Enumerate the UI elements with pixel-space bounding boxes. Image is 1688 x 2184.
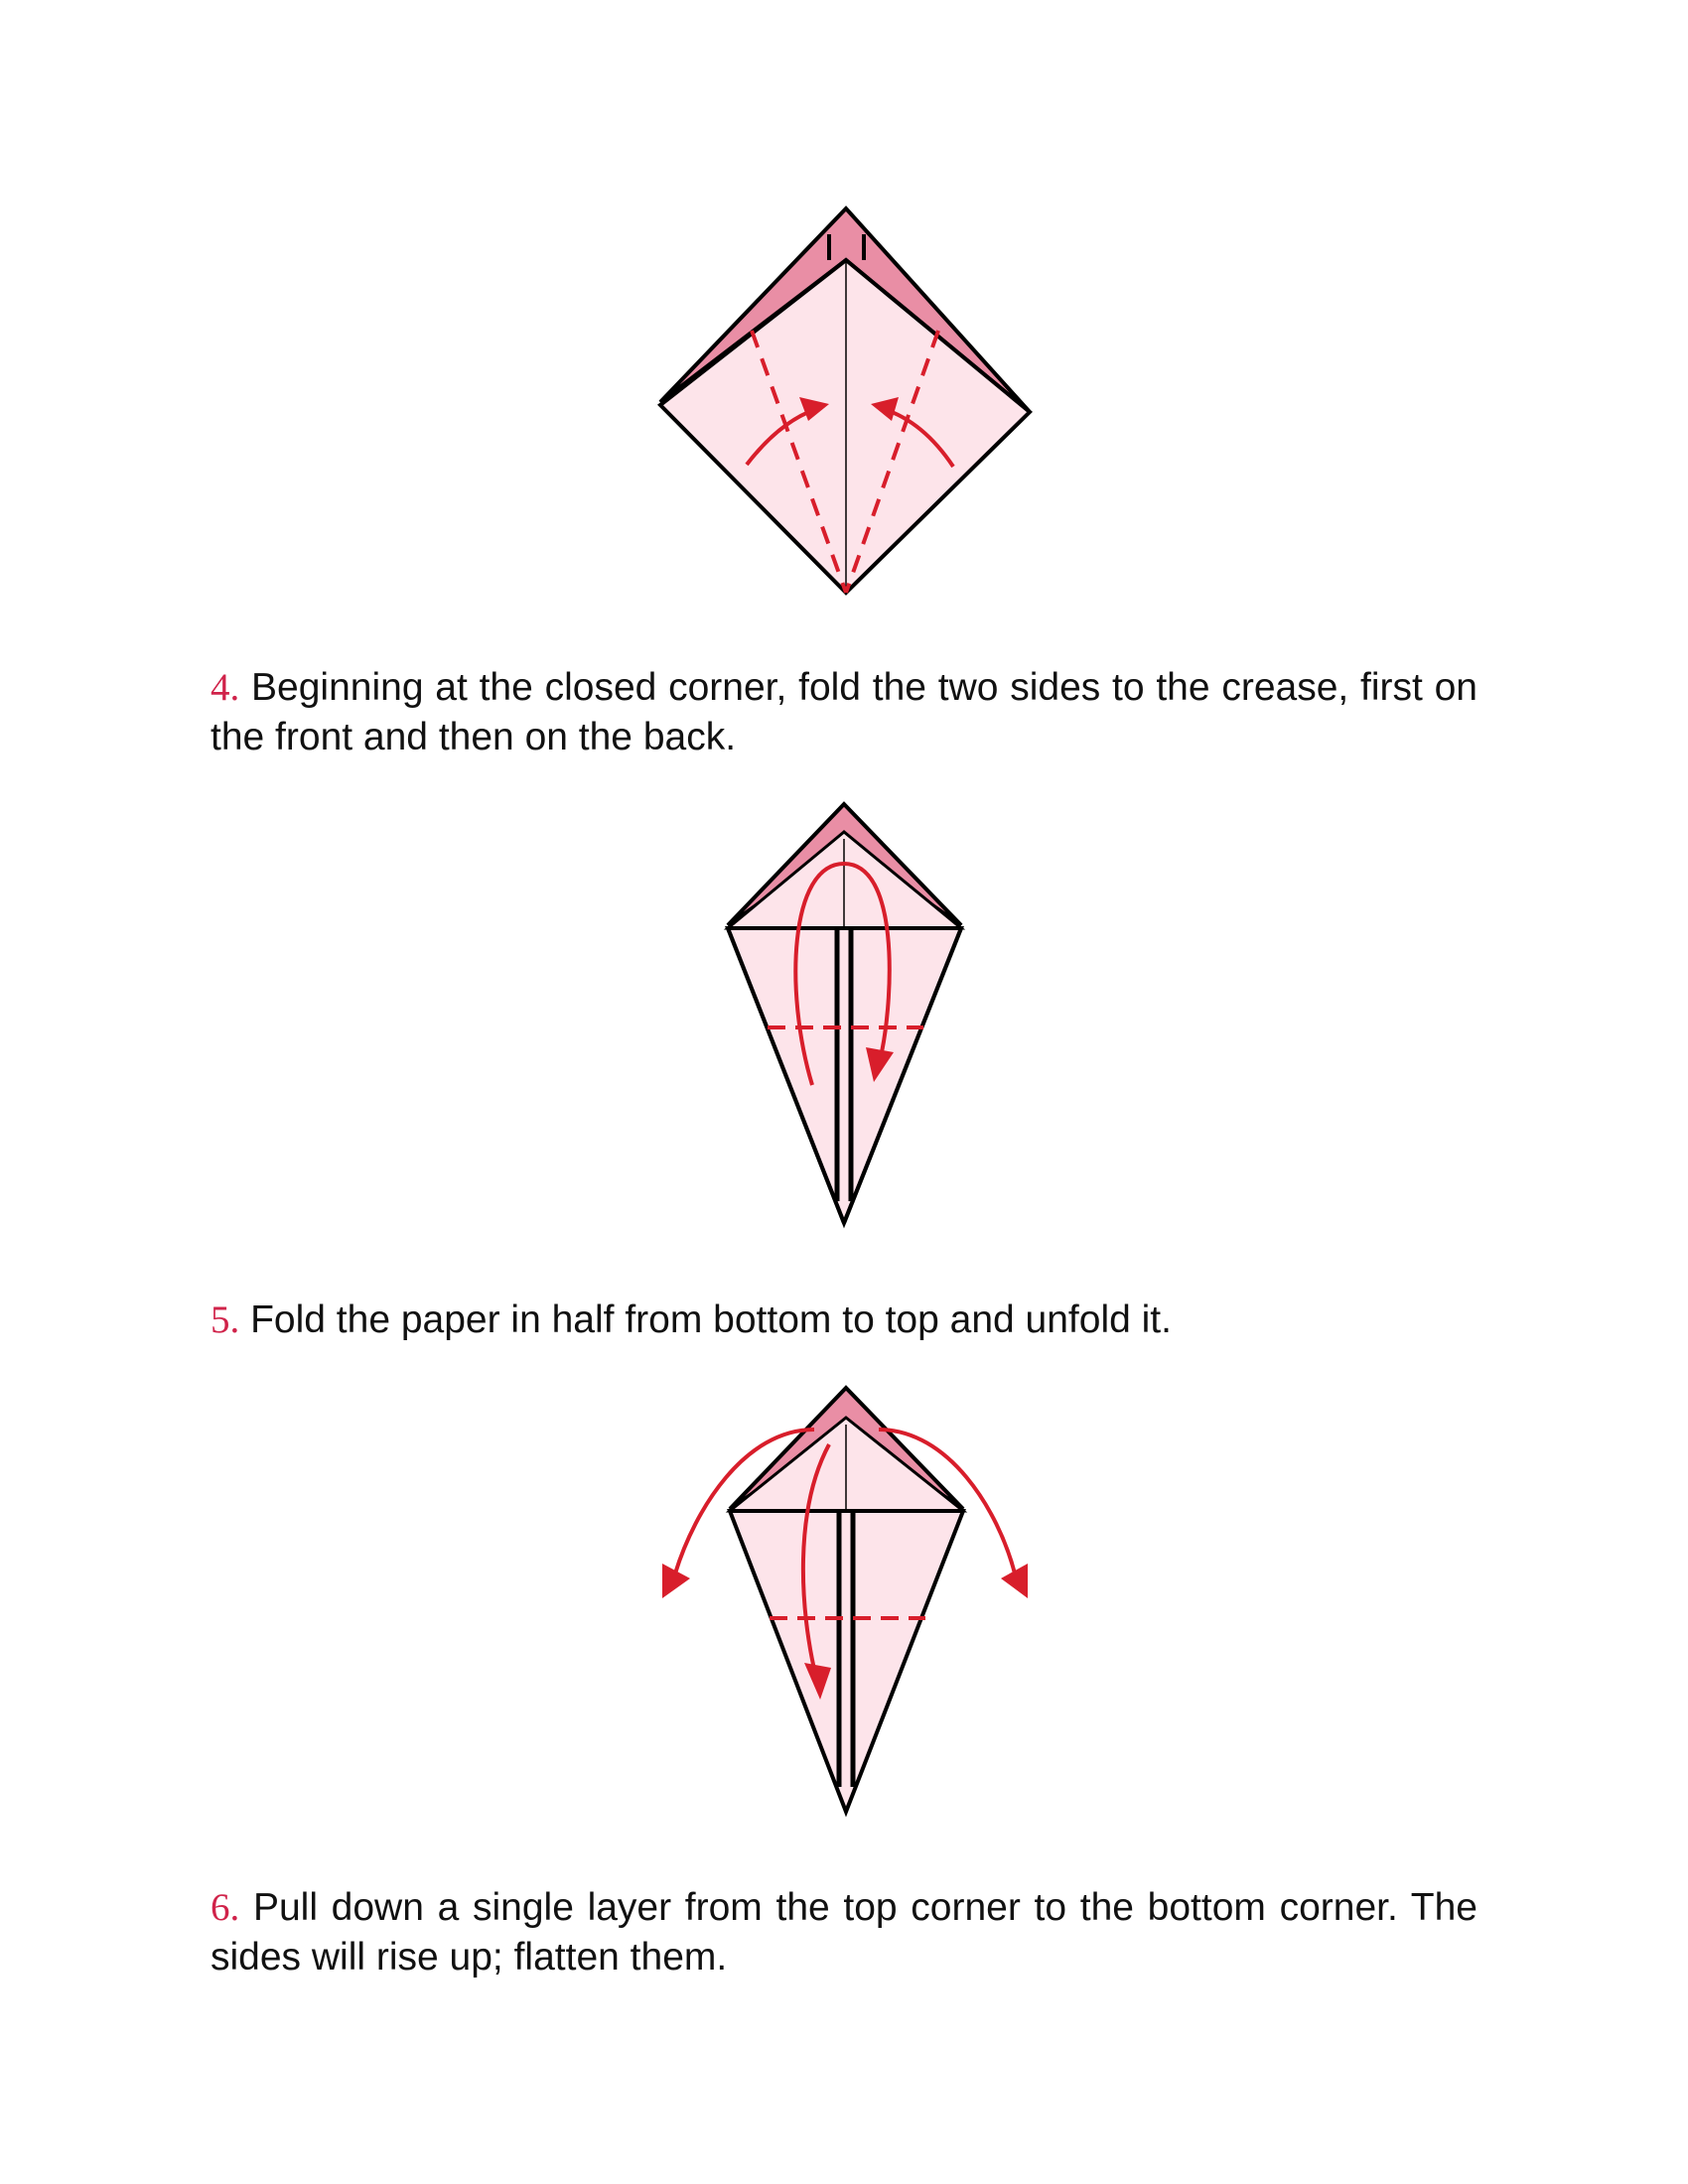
step-4-instruction [211, 663, 1477, 762]
step-6-number: 6. [211, 1886, 240, 1929]
step-6-diagram [650, 1380, 1038, 1822]
step-5-number: 5. [211, 1298, 240, 1341]
kite-body [730, 1511, 963, 1812]
step-4-text: Beginning at the closed corner, fold the two sides to the crease, first on the front and then on the back. [211, 666, 1477, 758]
step-6-instruction [211, 1883, 1477, 1982]
step-4-diagram [635, 199, 1053, 606]
step-6-text: Pull down a single layer from the top corner to the bottom corner. The sides will rise up; flatten them. [211, 1886, 1477, 1979]
step-5-text: Fold the paper in half from bottom to top and unfold it. [250, 1298, 1172, 1341]
step-5-diagram [715, 794, 973, 1236]
step-5-instruction [211, 1296, 1477, 1345]
kite-body [728, 928, 961, 1223]
step-4-number: 4. [211, 666, 240, 709]
front-square [660, 260, 1030, 593]
